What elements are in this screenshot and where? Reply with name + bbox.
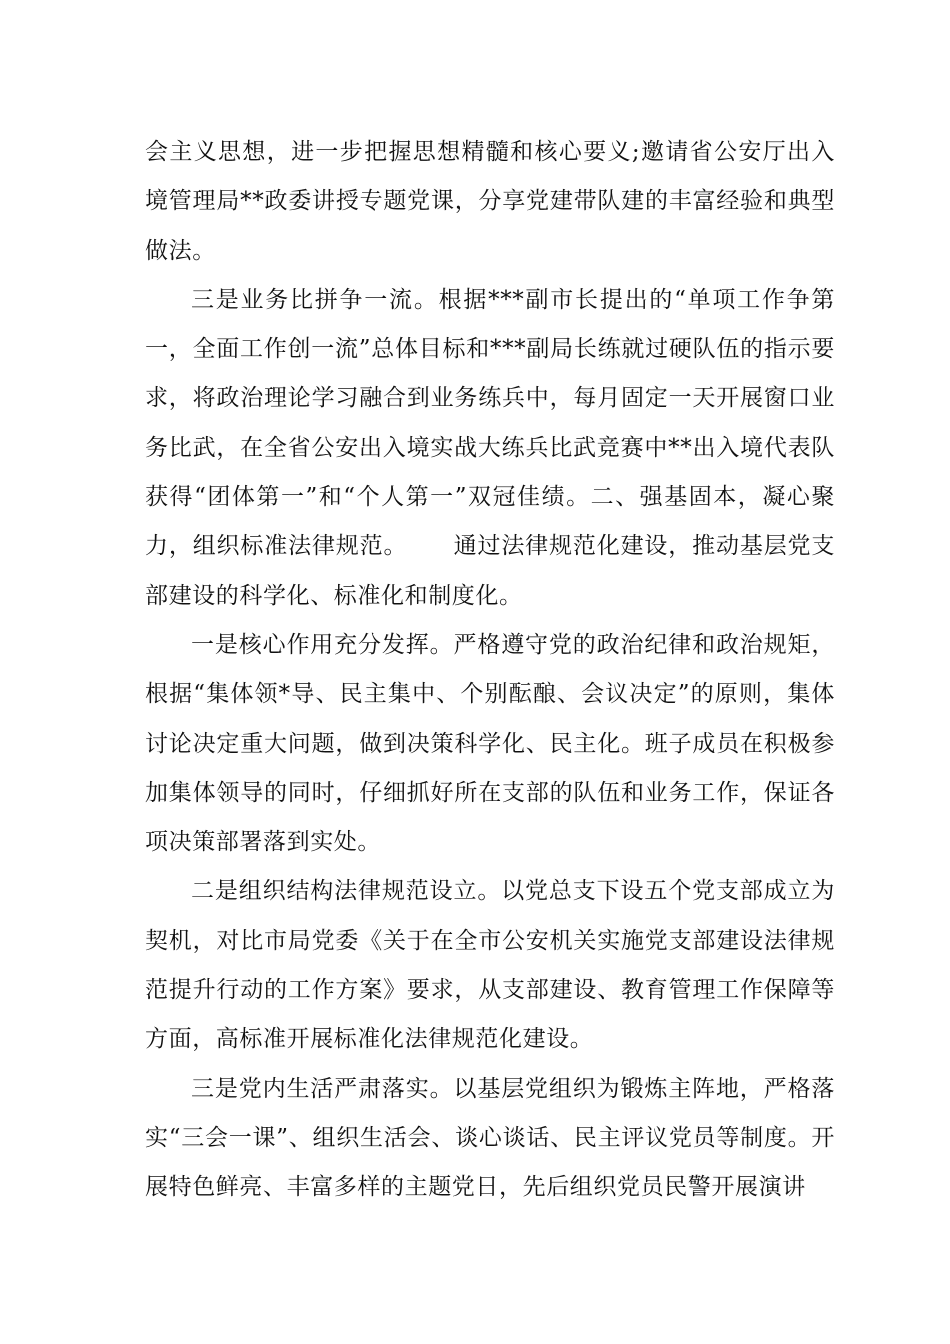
text-line: 管理局**政委讲授专题党课，分享党建带队建的丰富经验和典型做 (145, 188, 835, 264)
paragraph-1 (145, 128, 835, 276)
text-line: 法。 (168, 237, 216, 264)
text-line: 将政治理论学习融合到业务练兵中，每月固定一天开展窗口业务比 (145, 385, 836, 461)
text-line: “团体第一”和“个人第一”双冠佳绩。二、强基固本，凝心聚力， (145, 484, 835, 560)
text-line: 会主义思想，进一步把握思想精髓和核心要义;邀请省公安厅出入境 (145, 139, 835, 215)
text-line: 组织标准法律规范。 (192, 533, 408, 560)
text-line: 通过法律规范化建设，推动基层党支部建 (145, 533, 835, 609)
text-line: 契机，对比市局党委《关于在全市公安机关实施党支部建设法律规 (145, 927, 835, 954)
paragraph-4 (145, 867, 835, 1064)
text-line: 根据“集体领*导、民主集中、个别酝酿、会议决定”的原则，集体 (145, 681, 835, 708)
text-line: 方面，高标准开展标准化法律规范化建设。 (145, 1026, 594, 1053)
text-line: 全面工作创一流”总体目标和***副局长练就过硬队伍的指示要求， (145, 336, 835, 412)
text-line: 范提升行动的工作方案》要求，从支部建设、教育管理工作保障等 (145, 977, 835, 1004)
text-line: 三是党内生活严肃落实。以基层党组织为锻炼主阵地，严格落 (191, 1075, 835, 1102)
text-line: 实“三会一课”、组织生活会、谈心谈话、民主评议党员等制度。 (145, 1124, 812, 1151)
text-line: 一是核心作用充分发挥。严格遵守党的政治纪律和政治规矩， (191, 631, 835, 658)
paragraph-2 (145, 276, 835, 621)
text-line: 三是业务比拼争一流。根据***副市长提出的“单项工作争第一， (145, 286, 835, 363)
paragraph-3 (145, 621, 835, 867)
text-line: 武，在全省公安出入境实战大练兵比武竞赛中**出入境代表队获得 (145, 434, 835, 511)
text-line: 讨论决定重大问题，做到决策科学化、民主化。班子成员在积极参 (145, 730, 835, 757)
text-line: 设的科学化、标准化和制度化。 (192, 582, 523, 609)
text-line: 项决策部署落到实处。 (145, 829, 381, 856)
text-line: 加集体领导的同时，仔细抓好所在支部的队伍和业务工作，保证各 (145, 779, 835, 806)
paragraph-5 (145, 1065, 835, 1213)
text-line: 二是组织结构法律规范设立。以党总支下设五个党支部成立为 (191, 878, 835, 905)
text-line: 开展特色鲜亮、丰富多样的主题党日，先后组织党员民警开展演讲 (145, 1124, 835, 1201)
document-body (145, 128, 835, 1213)
